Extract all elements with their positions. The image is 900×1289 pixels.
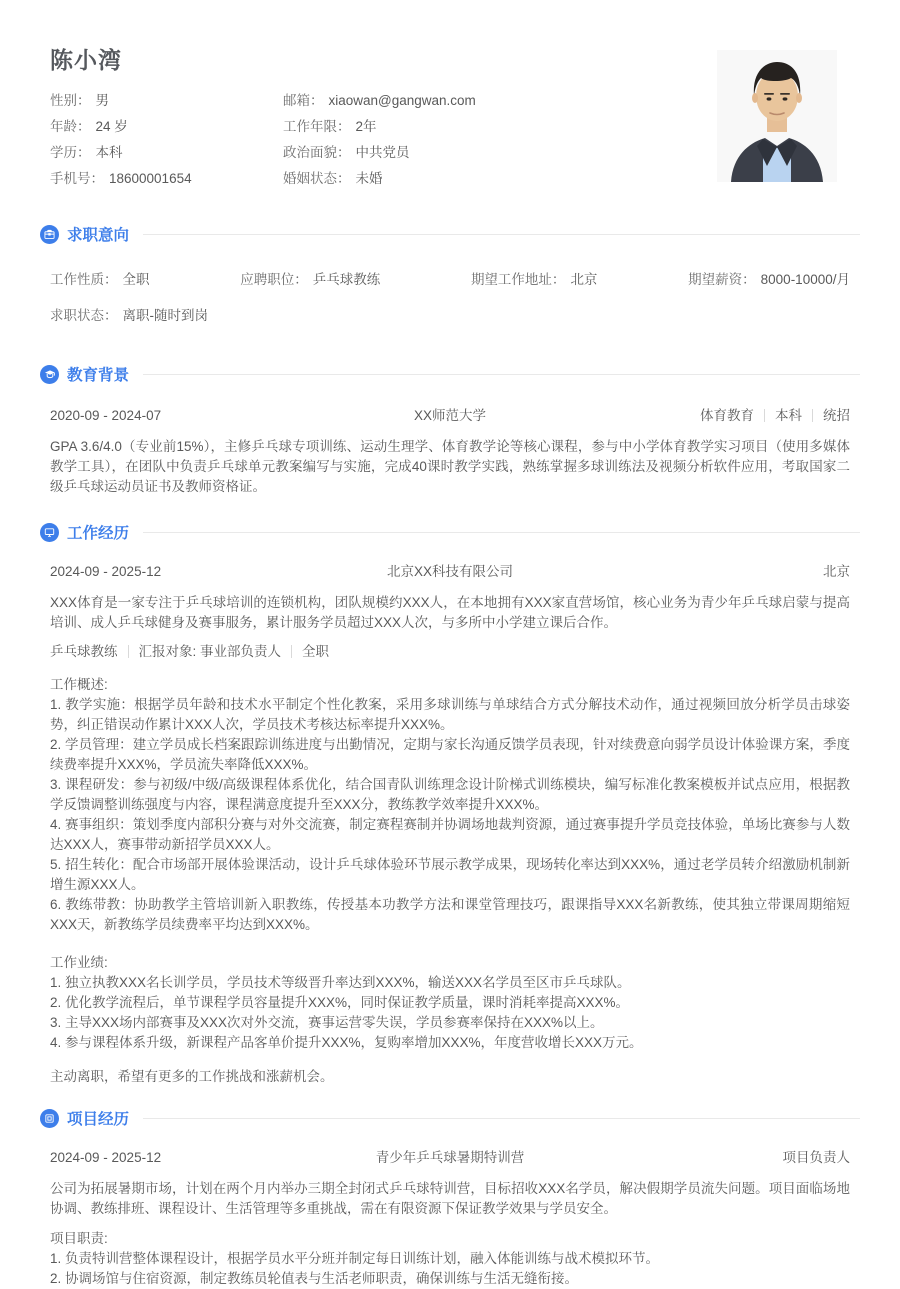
education-content (50, 407, 850, 497)
education-major: 体育教育 (700, 408, 755, 423)
section-title-intention: 求职意向 (67, 227, 130, 244)
separator (291, 645, 292, 658)
section-head-intention (40, 223, 860, 245)
field-gender: 性别： 男 (50, 93, 109, 108)
company-intro: XXX体育是一家专注于乒乓球培训的连锁机构，团队规模约XXX人，在本地拥有XXX家直营场馆，核心业务为青少年乒乓球启蒙与提高培训、成人乒乓球健身及赛事服务，累计服务学员超过XXX人次，与多所中小学建立课后合作。 (50, 595, 850, 630)
section-divider-line (143, 1118, 860, 1119)
field-age: 年龄： 24 岁 (50, 119, 128, 134)
work-report-to: 汇报对象: 事业部负责人 (138, 644, 282, 659)
work-achievement-item: 3. 主导XXX场内部赛事及XXX次对外交流，赛事运营零失误，学员参赛率保持在XXX%以上。 (50, 1015, 604, 1030)
intention-row-2 (50, 307, 850, 325)
work-overview-block (50, 675, 850, 935)
clipboard-icon (40, 1109, 59, 1128)
education-tags (486, 407, 850, 425)
intention-row-1 (50, 271, 850, 289)
project-duty-label: 项目职责: (50, 1231, 108, 1246)
project-content (50, 1149, 850, 1289)
field-job-type: 工作性质： 全职 (50, 272, 150, 287)
education-degree: 本科 (775, 408, 803, 423)
field-email: 邮箱： xiaowan@gangwan.com (283, 93, 476, 108)
field-target-location: 期望工作地址： 北京 (470, 272, 598, 287)
work-period: 2024-09 - 2025-12 (50, 564, 162, 579)
field-marital-status: 婚姻状态： 未婚 (283, 171, 383, 186)
field-degree: 学历： 本科 (50, 145, 123, 160)
section-head-education (40, 363, 860, 385)
education-period: 2020-09 - 2024-07 (50, 408, 162, 423)
work-overview-item: 5. 招生转化：配合市场部开展体验课活动，设计乒乓球体验环节展示教学成果，现场转化率达到XXX%，通过老学员转介绍激励机制新增生源XXX人。 (50, 857, 850, 892)
section-divider-line (143, 532, 860, 533)
project-name: 青少年乒乓球暑期特训营 (375, 1150, 525, 1165)
project-row (50, 1149, 850, 1167)
work-overview-item: 2. 学员管理：建立学员成长档案跟踪训练进度与出勤情况，定期与家长沟通反馈学员表现，针对续费意向弱学员设计体验课方案，季度续费率提升XXX%，学员流失率降低XXX%。 (50, 737, 850, 772)
education-description: GPA 3.6/4.0（专业前15%），主修乒乓球专项训练、运动生理学、体育教学论等核心课程，参与中小学体育教学实习项目（使用多媒体教学工具），在团队中负责乒乓球单元教案编写与实施，完成40课时教学实践，熟练掌握多球训练法及视频分析软件应用，考取国家二级乒乓球运动员证书及教师资格证。 (50, 439, 850, 494)
work-role-line (50, 643, 850, 661)
project-role: 项目负责人 (782, 1150, 850, 1165)
separator (812, 409, 813, 422)
id-portrait-photo (717, 50, 837, 182)
work-content (50, 563, 850, 1087)
work-achievement-label: 工作业绩: (50, 955, 108, 970)
work-overview-item: 1. 教学实施：根据学员年龄和技术水平制定个性化教案，采用多球训练与单球结合方式分解技术动作，通过视频回放分析学员击球姿势，纠正错误动作累计XXX人次，学员技术考核达标率提升XXX%。 (50, 697, 850, 732)
project-duty-block (50, 1229, 850, 1289)
work-company: 北京XX科技有限公司 (387, 564, 514, 579)
work-achievement-item: 1. 独立执教XXX名长训学员，学员技术等级晋升率达到XXX%，输送XXX名学员至区市乒乓球队。 (50, 975, 631, 990)
work-overview-item: 3. 课程研发：参与初级/中级/高级课程体系优化，结合国青队训练理念设计阶梯式训练模块，编写标准化教案模板并试点应用，根据教学反馈调整训练强度与内容，课程满意度提升至XXX分，教练教学效率提升XXX%。 (50, 777, 850, 812)
briefcase-icon (40, 225, 59, 244)
field-expected-salary: 期望薪资： 8000-10000/月 (688, 272, 850, 287)
section-head-work (40, 521, 860, 543)
field-phone: 手机号： 18600001654 (50, 171, 192, 186)
work-achievement-item: 2. 优化教学流程后，单节课程学员容量提升XXX%，同时保证教学质量，课时消耗率提高XXX%。 (50, 995, 630, 1010)
field-target-position: 应聘职位： 乒乓球教练 (240, 272, 381, 287)
field-work-years: 工作年限： 2年 (283, 119, 377, 134)
project-background: 公司为拓展暑期市场，计划在两个月内举办三期全封闭式乒乓球特训营，目标招收XXX名学员，解决假期学员流失问题。项目面临场地协调、教练排班、课程设计、生活管理等多重挑战，需在有限资源下保证教学效果与学员安全。 (50, 1181, 850, 1216)
work-achievement-block (50, 953, 850, 1053)
section-title-education: 教育背景 (67, 367, 130, 384)
intention-content (50, 271, 850, 325)
education-enrollment-type: 统招 (823, 408, 851, 423)
work-overview-item: 6. 教练带教：协助教学主管培训新入职教练，传授基本功教学方法和课堂管理技巧，跟课指导XXX名新教练，使其独立带课周期缩短XXX天，新教练学员续费率平均达到XXX%。 (50, 897, 850, 932)
work-row (50, 563, 850, 581)
field-job-status: 求职状态： 离职-随时到岗 (50, 308, 208, 323)
section-divider-line (143, 234, 860, 235)
candidate-name: 陈小湾 (50, 47, 122, 73)
project-period: 2024-09 - 2025-12 (50, 1150, 162, 1165)
work-employment-type: 全职 (302, 644, 330, 659)
section-title-project: 项目经历 (67, 1111, 130, 1128)
project-duty-item: 2. 协调场馆与住宿资源，制定教练员轮值表与生活老师职责，确保训练与生活无缝衔接。 (50, 1271, 579, 1286)
monitor-icon (40, 523, 59, 542)
separator (764, 409, 765, 422)
section-head-project (40, 1107, 860, 1129)
education-school: XX师范大学 (414, 408, 487, 423)
section-divider-line (143, 374, 860, 375)
separator (128, 645, 129, 658)
graduation-cap-icon (40, 365, 59, 384)
education-row (50, 407, 850, 425)
section-title-work: 工作经历 (67, 525, 130, 542)
leave-reason: 主动离职，希望有更多的工作挑战和涨薪机会。 (50, 1069, 334, 1084)
work-overview-label: 工作概述: (50, 677, 108, 692)
field-political-status: 政治面貌： 中共党员 (283, 145, 410, 160)
work-location: 北京 (823, 564, 851, 579)
work-overview-item: 4. 赛事组织：策划季度内部积分赛与对外交流赛，制定赛程赛制并协调场地裁判资源，通过赛事提升学员竞技体验，单场比赛参与人数达XXX人，赛事带动新招学员XXX人。 (50, 817, 850, 852)
portrait-illustration (717, 50, 837, 182)
work-achievement-item: 4. 参与课程体系升级，新课程产品客单价提升XXX%，复购率增加XXX%，年度营收增长XXX万元。 (50, 1035, 643, 1050)
project-duty-item: 1. 负责特训营整体课程设计，根据学员水平分班并制定每日训练计划，融入体能训练与战术模拟环节。 (50, 1251, 660, 1266)
work-role: 乒乓球教练 (50, 644, 118, 659)
